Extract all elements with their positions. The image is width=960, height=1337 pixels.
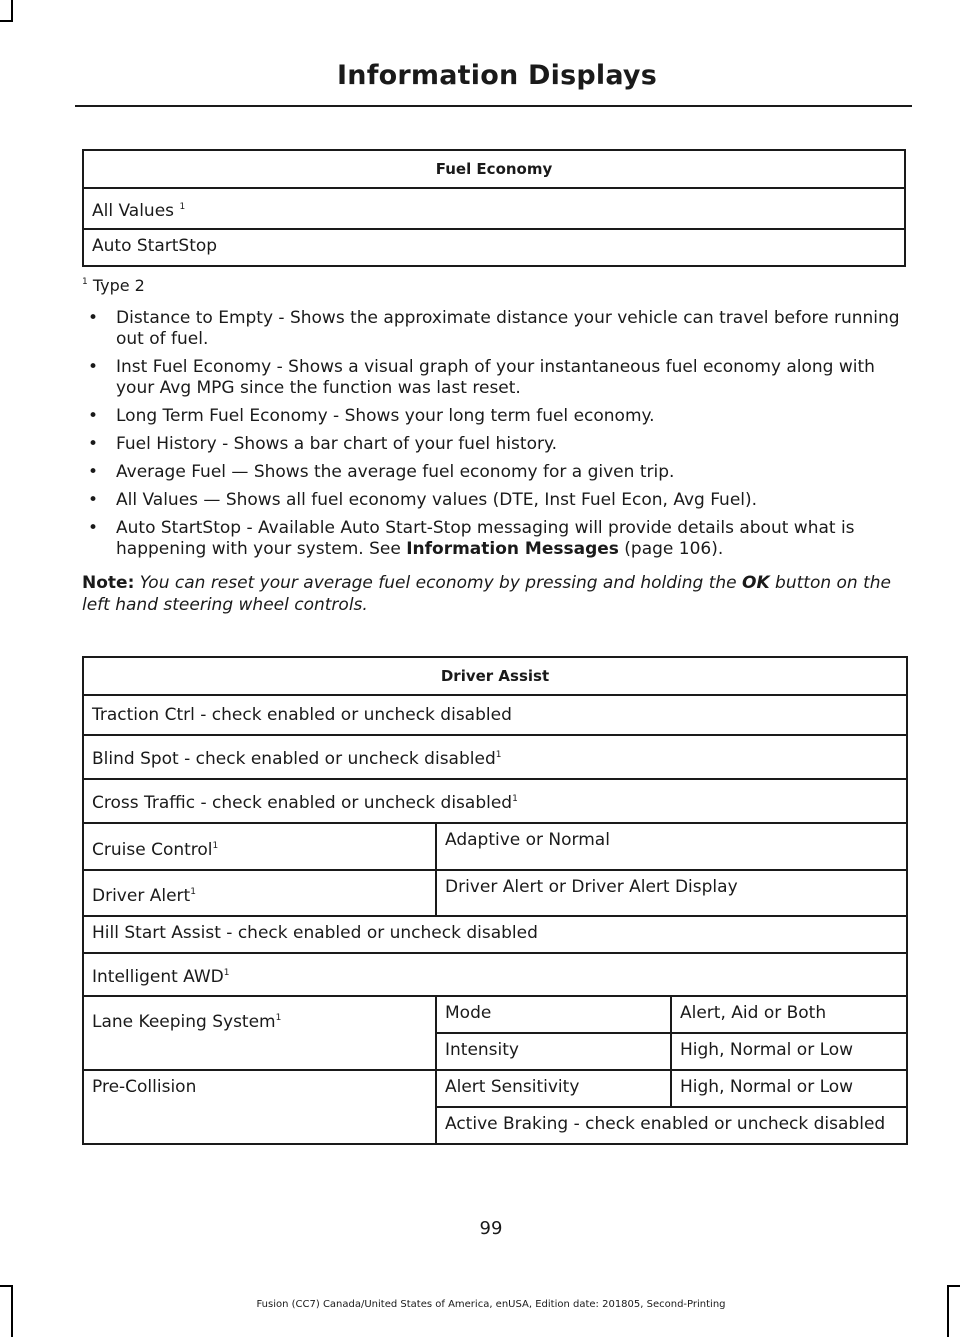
table-row	[83, 188, 905, 229]
table-row	[83, 823, 907, 870]
bullet-icon: •	[88, 308, 99, 328]
list-item	[82, 462, 908, 483]
crop-mark-bottom-left	[0, 1285, 13, 1287]
table-row	[83, 953, 907, 996]
table-cell	[83, 779, 907, 823]
bullet-icon: •	[88, 518, 99, 538]
driver-alert-value: Driver Alert or Driver Alert Display	[436, 870, 907, 916]
driver-assist-header: Driver Assist	[83, 657, 907, 695]
table-row	[83, 870, 907, 916]
table-cell	[83, 735, 907, 779]
footnote-mark: 1	[82, 277, 88, 287]
intelligent-awd-label: Intelligent AWD	[92, 967, 224, 987]
list-item-text: All Values — Shows all fuel economy values (DTE, Inst Fuel Econ, Avg Fuel).	[116, 490, 758, 510]
list-item	[82, 406, 908, 427]
cross-traffic-label: Cross Traffic - check enabled or uncheck disabled	[92, 793, 513, 813]
table-cell	[83, 823, 436, 870]
lane-mode-label: Mode	[436, 996, 671, 1033]
page-reference: (page 106).	[618, 539, 724, 559]
ok-button-reference: OK	[742, 573, 770, 593]
list-item-text: Distance to Empty - Shows the approximate distance your vehicle can travel before running out of fuel.	[116, 308, 900, 349]
footnote-marker: 1	[190, 887, 196, 897]
note-label: Note:	[82, 573, 135, 593]
table-row	[83, 996, 907, 1033]
list-item	[82, 434, 908, 455]
footnote-marker: 1	[212, 841, 219, 851]
crop-mark-bottom-right	[947, 1285, 960, 1287]
cruise-control-value: Adaptive or Normal	[436, 823, 907, 870]
crop-mark-bottom-left	[11, 1285, 13, 1337]
note-text: You can reset your average fuel economy by pressing and holding the	[134, 573, 743, 593]
bullet-icon: •	[88, 357, 99, 377]
table-header-row	[83, 150, 905, 188]
table-row	[83, 779, 907, 823]
hill-start-assist-label: Hill Start Assist - check enabled or uncheck disabled	[83, 916, 907, 953]
bullet-icon: •	[88, 490, 99, 510]
title-divider	[75, 105, 912, 107]
table-header-row	[83, 657, 907, 695]
list-item	[82, 308, 908, 350]
table-row	[83, 1070, 907, 1107]
blind-spot-label: Blind Spot - check enabled or uncheck disabled	[92, 749, 496, 769]
auto-startstop-label: Auto StartStop	[83, 229, 905, 266]
table-row	[83, 695, 907, 735]
information-messages-link[interactable]: Information Messages	[406, 539, 619, 559]
list-item	[82, 518, 908, 560]
list-item-text: Inst Fuel Economy - Shows a visual graph of your instantaneous fuel economy along with your Avg MPG since the function was last reset.	[116, 357, 875, 398]
footnote-marker: 1	[275, 1013, 282, 1023]
lane-keeping-system-label: Lane Keeping System	[92, 1012, 276, 1032]
table-row	[83, 229, 905, 266]
list-item	[82, 490, 908, 511]
note-paragraph	[82, 572, 908, 616]
page-title: Information Displays	[337, 60, 657, 91]
list-item-text: Fuel History - Shows a bar chart of your fuel history.	[116, 434, 557, 454]
traction-ctrl-label: Traction Ctrl - check enabled or uncheck disabled	[83, 695, 907, 735]
table-cell	[83, 996, 436, 1070]
footnote-marker: 1	[223, 968, 230, 978]
footnote-marker: 1	[495, 750, 502, 760]
table-row	[83, 735, 907, 779]
footnote-marker: 1	[512, 794, 518, 804]
lane-mode-value: Alert, Aid or Both	[671, 996, 907, 1033]
note-text: button on the left hand steering wheel controls.	[82, 573, 891, 615]
crop-mark-top	[11, 0, 13, 20]
fuel-economy-header: Fuel Economy	[83, 150, 905, 188]
lane-intensity-value: High, Normal or Low	[671, 1033, 907, 1070]
footnote-text: Type 2	[92, 276, 145, 295]
bullet-icon: •	[88, 462, 99, 482]
feature-list	[82, 308, 908, 567]
alert-sensitivity-value: High, Normal or Low	[671, 1070, 907, 1107]
crop-mark-top	[0, 20, 13, 22]
table-cell	[83, 870, 436, 916]
list-item	[82, 357, 908, 399]
driver-alert-label: Driver Alert	[92, 886, 191, 906]
fuel-economy-table	[82, 149, 906, 267]
footnote-marker: 1	[179, 202, 186, 212]
page-number: 99	[479, 1218, 503, 1239]
list-item-text: Long Term Fuel Economy - Shows your long term fuel economy.	[116, 406, 655, 426]
driver-assist-table	[82, 656, 908, 1145]
footer-edition-info: Fusion (CC7) Canada/United States of America, enUSA, Edition date: 201805, Second-Printing	[256, 1299, 726, 1310]
table-cell	[83, 953, 907, 996]
table-row	[83, 916, 907, 953]
active-braking-label: Active Braking - check enabled or uncheck disabled	[436, 1107, 907, 1144]
alert-sensitivity-label: Alert Sensitivity	[436, 1070, 671, 1107]
lane-intensity-label: Intensity	[436, 1033, 671, 1070]
list-item-text: Auto StartStop - Available Auto Start-Stop messaging will provide details about what is happening with your system. See	[116, 518, 855, 559]
crop-mark-bottom-right	[947, 1285, 949, 1337]
list-item-text: Average Fuel — Shows the average fuel economy for a given trip.	[116, 462, 675, 482]
cruise-control-label: Cruise Control	[92, 840, 213, 860]
table-cell	[83, 188, 905, 229]
bullet-icon: •	[88, 434, 99, 454]
pre-collision-label: Pre-Collision	[83, 1070, 436, 1144]
all-values-label: All Values	[92, 201, 175, 221]
table-footnote	[82, 276, 145, 295]
bullet-icon: •	[88, 406, 99, 426]
